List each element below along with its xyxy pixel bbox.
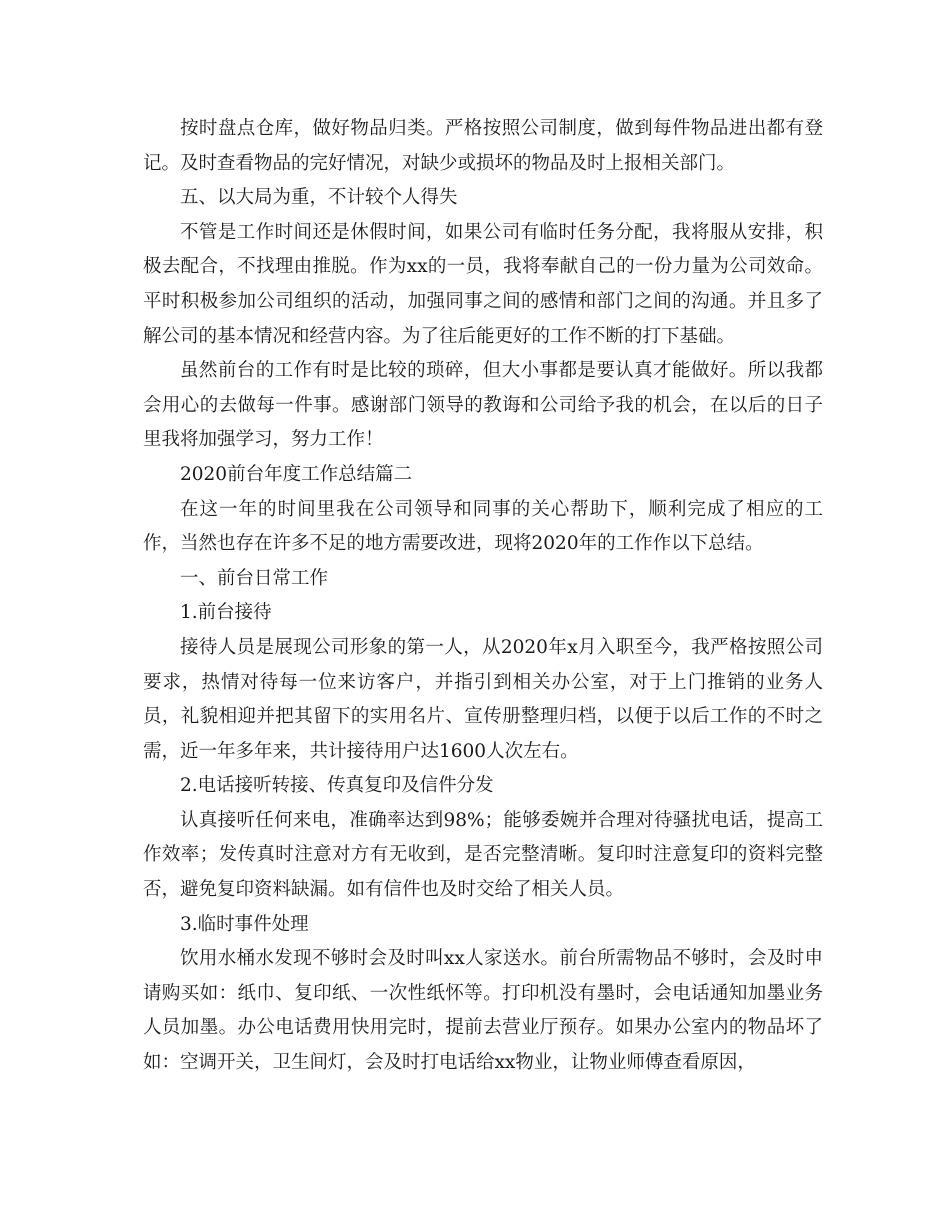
section-heading-5: 五、以大局为重，不计较个人得失 bbox=[180, 187, 458, 209]
document-body bbox=[143, 112, 823, 1081]
paragraph-phone-fax: 认真接听任何来电，准确率达到98%；能够委婉并合理对待骚扰电话，提高工作效率；发传真时注意对方有无收到，是否完整清晰。复印时注意复印的资料完整否，避免复印资料缺漏。如有信件也及时交给了相关人员。 bbox=[143, 809, 823, 901]
paragraph-teamwork: 不管是工作时间还是休假时间，如果公司有临时任务分配，我将服从安排，积极去配合，不找理由推脱。作为xx的一员，我将奉献自己的一份力量为公司效命。平时积极参加公司组织的活动，加强同事之间的感情和部门之间的沟通。并且多了解公司的基本情况和经营内容。为了往后能更好的工作不断的打下基础。 bbox=[143, 221, 823, 347]
subheading-2: 2.电话接听转接、传真复印及信件分发 bbox=[180, 775, 494, 797]
paragraph-conclusion: 虽然前台的工作有时是比较的琐碎，但大小事都是要认真才能做好。所以我都会用心的去做每一件事。感谢部门领导的教诲和公司给予我的机会，在以后的日子里我将加强学习，努力工作！ bbox=[143, 360, 823, 451]
paragraph-inventory: 按时盘点仓库，做好物品归类。严格按照公司制度，做到每件物品进出都有登记。及时查看物品的完好情况，对缺少或损坏的物品及时上报相关部门。 bbox=[143, 118, 823, 174]
paragraph-intro: 在这一年的时间里我在公司领导和同事的关心帮助下，顺利完成了相应的工作，当然也存在许多不足的地方需要改进，现将2020年的工作作以下总结。 bbox=[143, 498, 823, 555]
paragraph-reception: 接待人员是展现公司形象的第一人，从2020年x月入职至今，我严格按照公司要求，热情对待每一位来访客户，并指引到相关办公室，对于上门推销的业务人员，礼貌相迎并把其留下的实用名片、宣传册整理归档，以便于以后工作的不时之需，近一年多年来，共计接待用户达1600人次左右。 bbox=[143, 636, 823, 762]
subheading-3: 3.临时事件处理 bbox=[180, 913, 309, 935]
article-title-part-2: 2020前台年度工作总结篇二 bbox=[180, 463, 413, 485]
subheading-1: 1.前台接待 bbox=[180, 602, 272, 624]
paragraph-incidents: 饮用水桶水发现不够时会及时叫xx人家送水。前台所需物品不够时，会及时申请购买如：纸巾、复印纸、一次性纸怀等。打印机没有墨时，会电话通知加墨业务人员加墨。办公电话费用快用完时，提前去营业厅预存。如果办公室内的物品坏了如：空调开关，卫生间灯，会及时打电话给xx物业，让物业师傅查看原因， bbox=[143, 948, 823, 1074]
section-heading-1: 一、前台日常工作 bbox=[180, 567, 329, 589]
